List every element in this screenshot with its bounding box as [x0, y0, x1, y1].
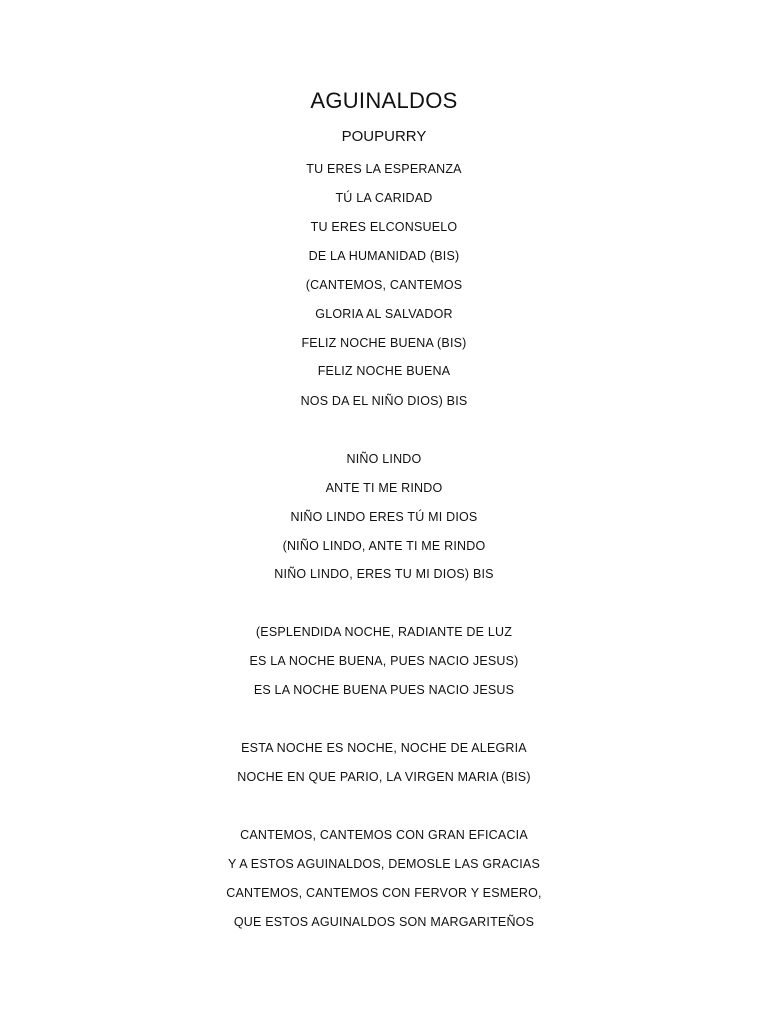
document-title: AGUINALDOS [310, 88, 458, 113]
lyric-line: Y A ESTOS AGUINALDOS, DEMOSLE LAS GRACIAS [227, 857, 540, 871]
lyric-line: DE LA HUMANIDAD (BIS) [308, 249, 460, 263]
lyric-line: GLORIA AL SALVADOR [315, 307, 453, 321]
lyric-line: NIÑO LINDO, ERES TU MI DIOS) BIS [274, 567, 494, 581]
lyric-line: NOCHE EN QUE PARIO, LA VIRGEN MARIA (BIS) [237, 770, 531, 784]
lyric-line: ES LA NOCHE BUENA, PUES NACIO JESUS) [249, 654, 519, 668]
lyric-line: NIÑO LINDO [346, 452, 422, 466]
lyric-line: (CANTEMOS, CANTEMOS [305, 278, 463, 292]
lyric-line: (ESPLENDIDA NOCHE, RADIANTE DE LUZ [255, 625, 513, 639]
lyric-line: TU ERES LA ESPERANZA [306, 162, 462, 176]
lyric-line: QUE ESTOS AGUINALDOS SON MARGARITEÑOS [233, 915, 535, 929]
lyric-line: CANTEMOS, CANTEMOS CON FERVOR Y ESMERO, [226, 886, 542, 900]
lyric-line: CANTEMOS, CANTEMOS CON GRAN EFICACIA [240, 828, 528, 842]
lyric-line: TU ERES ELCONSUELO [310, 220, 458, 234]
lyric-line: FELIZ NOCHE BUENA (BIS) [301, 336, 467, 350]
lyric-line: NIÑO LINDO ERES TÚ MI DIOS [290, 510, 478, 524]
lyric-line: NOS DA EL NIÑO DIOS) BIS [300, 394, 468, 408]
lyric-line: (NIÑO LINDO, ANTE TI ME RINDO [282, 539, 486, 553]
lyric-line: ANTE TI ME RINDO [325, 481, 443, 495]
lyric-line: ES LA NOCHE BUENA PUES NACIO JESUS [253, 683, 515, 697]
lyric-line: ESTA NOCHE ES NOCHE, NOCHE DE ALEGRIA [241, 741, 527, 755]
lyric-line: TÚ LA CARIDAD [335, 191, 433, 205]
document-subtitle: POUPURRY [341, 128, 427, 145]
lyric-line: FELIZ NOCHE BUENA [317, 364, 451, 378]
